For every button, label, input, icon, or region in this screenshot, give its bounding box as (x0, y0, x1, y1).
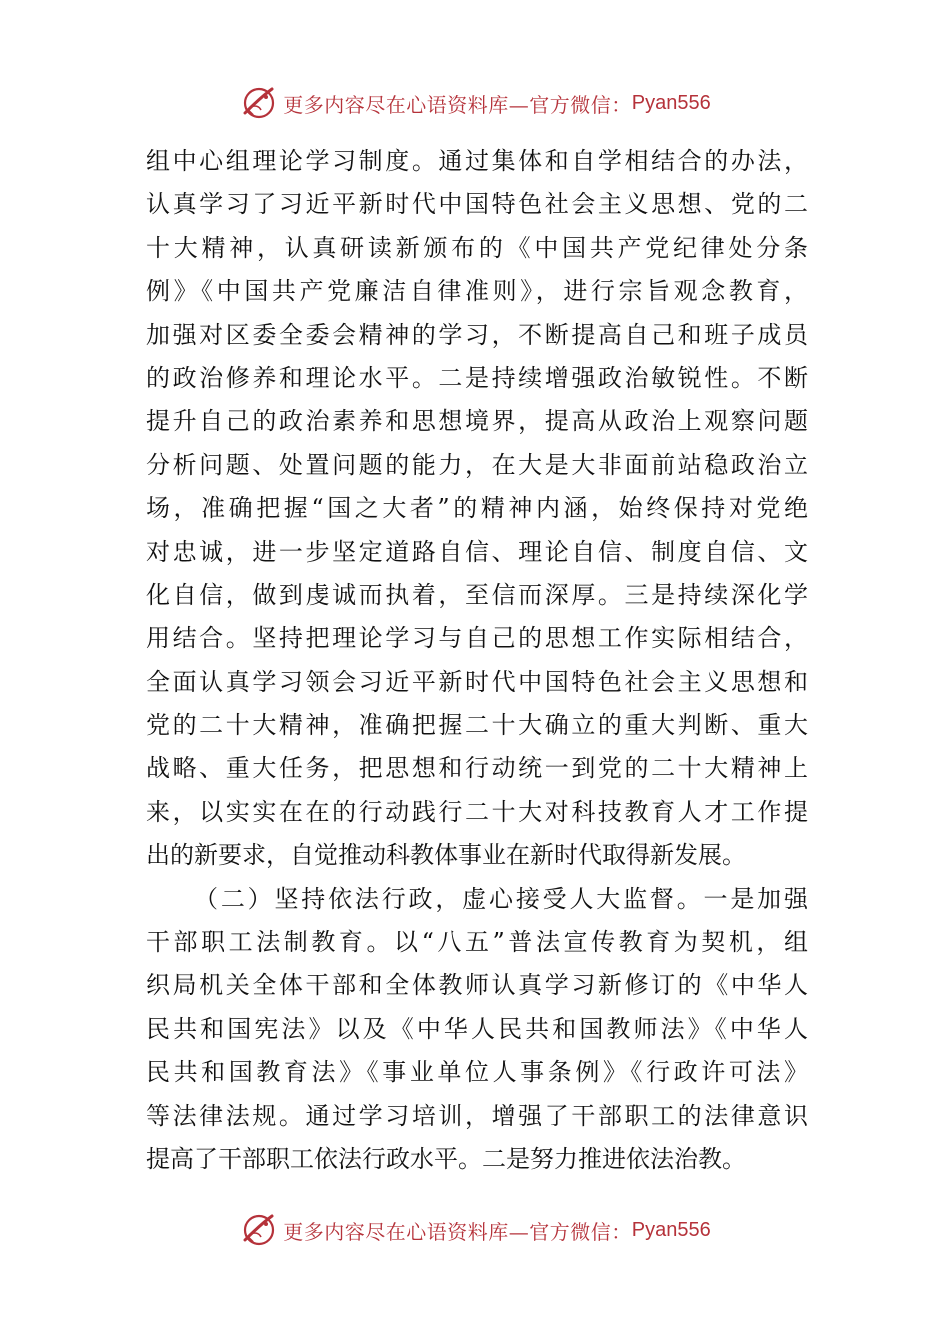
text-line: 民共和国宪法》以及《中华人民共和国教师法》《中华人 (146, 1014, 808, 1043)
text-line: 对忠诚，进一步坚定道路自信、理论自信、制度自信、文 (146, 537, 808, 566)
footer-banner-text: 更多内容尽在心语资料库—官方微信： (283, 1219, 632, 1244)
footer-banner-wechat-id: Pyan556 (631, 1218, 711, 1241)
text-line: 加强对区委全委会精神的学习，不断提高自己和班子成员 (146, 320, 808, 349)
text-line: 全面认真学习领会习近平新时代中国特色社会主义思想和 (146, 667, 808, 696)
text-line: 化自信，做到虔诚而执着，至信而深厚。三是持续深化学 (146, 580, 808, 609)
pen-logo-icon (239, 1210, 279, 1250)
header-banner (0, 83, 950, 123)
header-banner-wechat-id: Pyan556 (631, 91, 711, 114)
text-line: 织局机关全体干部和全体教师认真学习新修订的《中华人 (146, 971, 808, 1000)
pen-logo-icon (239, 83, 279, 123)
paragraph-first-line: （二）坚持依法行政，虚心接受人大监督。一是加强 (194, 884, 808, 913)
footer-banner (0, 1210, 950, 1250)
text-line: 提升自己的政治素养和思想境界，提高从政治上观察问题 (146, 407, 808, 436)
text-line: 分析问题、处置问题的能力，在大是大非面前站稳政治立 (146, 450, 808, 479)
text-line: 干部职工法制教育。以“八五”普法宣传教育为契机，组 (146, 928, 808, 957)
text-line: 党的二十大精神，准确把握二十大确立的重大判断、重大 (146, 711, 808, 740)
text-line: 组中心组理论学习制度。通过集体和自学相结合的办法， (146, 147, 808, 175)
text-line: 十大精神，认真研读新颁布的《中国共产党纪律处分条 (146, 233, 808, 262)
text-line: 出的新要求，自觉推动科教体事业在新时代取得新发展。 (146, 841, 746, 870)
text-line: 场，准确把握“国之大者”的精神内涵，始终保持对党绝 (146, 494, 808, 523)
text-line: 例》《中国共产党廉洁自律准则》，进行宗旨观念教育， (146, 277, 808, 306)
text-line: 提高了干部职工依法行政水平。二是努力推进依法治教。 (146, 1144, 746, 1173)
text-line: 战略、重大任务，把思想和行动统一到党的二十大精神上 (146, 754, 808, 783)
text-line: 来，以实实在在的行动践行二十大对科技教育人才工作提 (146, 797, 808, 826)
text-line: 用结合。坚持把理论学习与自己的思想工作实际相结合， (146, 624, 808, 653)
text-line: 认真学习了习近平新时代中国特色社会主义思想、党的二 (146, 190, 808, 219)
text-line: 民共和国教育法》《事业单位人事条例》《行政许可法》 (146, 1058, 808, 1087)
text-line: 等法律法规。通过学习培训，增强了干部职工的法律意识 (146, 1101, 808, 1130)
header-banner-text: 更多内容尽在心语资料库—官方微信： (283, 92, 632, 117)
document-body (146, 140, 808, 1181)
text-line: 的政治修养和理论水平。二是持续增强政治敏锐性。不断 (146, 363, 808, 392)
